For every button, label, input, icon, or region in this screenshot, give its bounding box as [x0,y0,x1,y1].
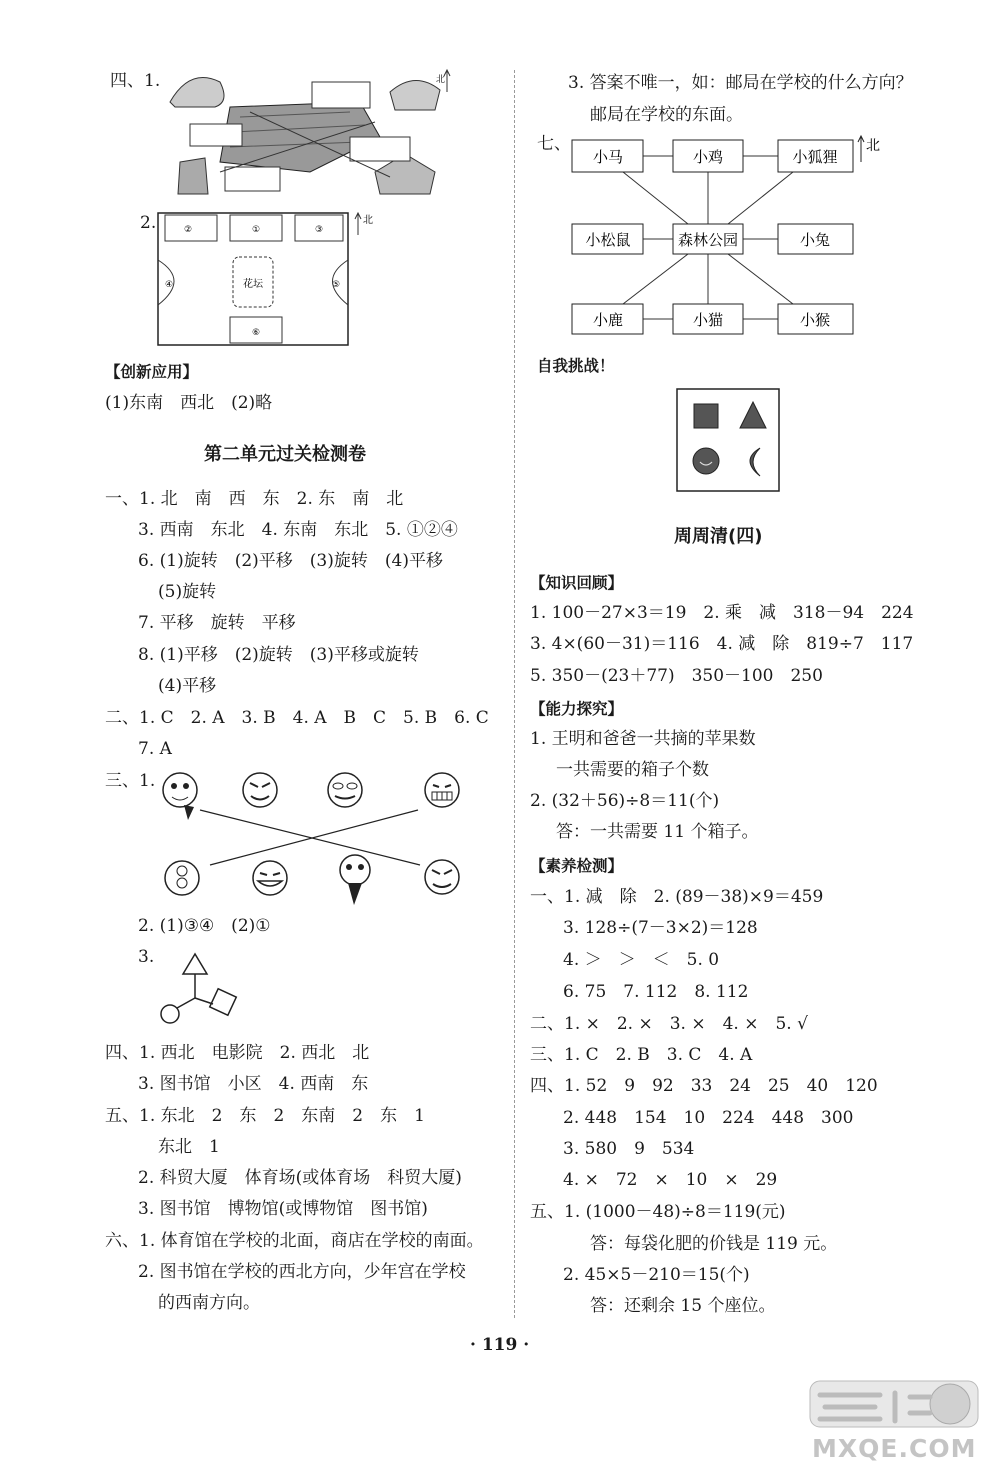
section-seven-label: 七、 [537,134,571,154]
shapes-diagram [155,950,265,1030]
answer-line: (4)平移 [158,676,217,696]
face-icon [425,773,459,807]
innovation-heading: 【创新应用】 [105,363,199,381]
face-icon [243,773,277,807]
svg-text:森林公园: 森林公园 [677,231,739,249]
answer-line: 三、1. C 2. B 3. C 4. A [530,1045,753,1065]
face-icon [165,861,199,895]
svg-text:③: ③ [314,225,324,235]
page-number: · 119 · [470,1335,530,1355]
svg-text:①: ① [251,225,261,235]
answer-line: 6. (1)旋转 (2)平移 (3)旋转 (4)平移 [138,551,443,571]
answer-line: 3. 西南 东北 4. 东南 东北 5. ①②④ [138,520,458,540]
svg-text:小兔: 小兔 [799,231,831,249]
answer-line: 3. 128÷(7－3×2)＝128 [563,918,758,938]
svg-text:花坛: 花坛 [243,279,263,290]
answer-line: 7. A [138,739,172,759]
answer-line: 四、1. 西北 电影院 2. 西北 北 [105,1043,370,1063]
answer-line: 邮局在学校的东面。 [590,105,743,125]
answer-line: 答：一共需要 11 个箱子。 [556,822,759,842]
face-icon [253,861,287,895]
svg-text:小鸡: 小鸡 [692,148,724,166]
weekly-test-title: 周周清(四) [674,526,763,547]
svg-text:小马: 小马 [592,148,624,166]
quality-heading: 【素养检测】 [530,857,624,875]
answer-line: 5. 350－(23＋77) 350－100 250 [530,666,823,686]
svg-text:小鹿: 小鹿 [592,311,624,329]
column-divider [514,70,515,1318]
answer-line: 1. 100－27×3＝19 2. 乘 减 318－94 224 [530,603,914,623]
answer-line: 8. (1)平移 (2)旋转 (3)平移或旋转 [138,645,419,665]
answer-line: 六、1. 体育馆在学校的北面，商店在学校的南面。 [105,1231,484,1251]
svg-text:⑤: ⑤ [331,280,341,290]
face-icon [425,860,459,894]
answer-line: 二、1. C 2. A 3. B 4. A B C 5. B 6. C [105,708,489,728]
answer-line: 1. 王明和爸爸一共摘的苹果数 [530,729,756,749]
svg-text:④: ④ [164,280,174,290]
innovation-answer: (1)东南 西北 (2)略 [105,393,273,413]
answer-line: (5)旋转 [158,582,217,602]
svg-text:小松鼠: 小松鼠 [585,231,631,249]
face-icon [163,773,197,820]
answer-line: 一、1. 减 除 2. (89－38)×9＝459 [530,887,824,907]
answer-line: 6. 75 7. 112 8. 112 [563,982,749,1002]
svg-text:北: 北 [436,75,446,85]
answer-line: 3. [138,947,155,967]
challenge-shapes-diagram [676,388,781,493]
svg-text:小猫: 小猫 [692,311,724,329]
unit-title: 第二单元过关检测卷 [204,444,366,465]
answer-line: 三、1. [105,771,156,791]
answer-line: 答：还剩余 15 个座位。 [590,1296,776,1316]
answer-line: 四、1. 52 9 92 33 24 25 40 120 [530,1076,878,1096]
svg-text:⑥: ⑥ [251,328,261,338]
answer-line: 2. (32＋56)÷8＝11(个) [530,791,720,811]
answer-line: 3. 580 9 534 [563,1139,695,1159]
smiley-icon [693,448,719,474]
answer-line: 4. × 72 × 10 × 29 [563,1170,778,1190]
answer-line: 2. 科贸大厦 体育场(或体育场 科贸大厦) [138,1168,462,1188]
answer-line: 3. 图书馆 小区 4. 西南 东 [138,1074,369,1094]
map-illustration [160,62,460,197]
svg-text:小猴: 小猴 [799,311,831,329]
answer-line: 3. 图书馆 博物馆(或博物馆 图书馆) [138,1199,428,1219]
tree-stump-icon [178,158,208,194]
svg-text:②: ② [183,225,193,235]
answer-line: 7. 平移 旋转 平移 [138,613,296,633]
answer-line: 东北 1 [158,1137,220,1157]
watermark-text: MXQE.COM [812,1434,977,1463]
answer-line: 3. 4×(60－31)＝116 4. 减 除 819÷7 117 [530,634,914,654]
answer-line: 一、1. 北 南 西 东 2. 东 南 北 [105,489,404,509]
house-icon [390,80,440,110]
square-icon [694,404,718,428]
answer-line: 2. (1)③④ (2)① [138,916,271,936]
face-icon [328,773,362,807]
self-challenge-heading: 自我挑战！ [537,357,615,375]
knowledge-heading: 【知识回顾】 [530,574,624,592]
svg-text:北: 北 [363,215,373,226]
answer-line: 2. 图书馆在学校的西北方向，少年宫在学校 [138,1262,466,1282]
svg-text:小狐狸: 小狐狸 [792,148,838,166]
answer-line: 2. 45×5－210＝15(个) [563,1265,750,1285]
answer-line: 2. 448 154 10 224 448 300 [563,1108,854,1128]
face-icon [340,855,370,905]
answer-line: 二、1. × 2. × 3. × 4. × 5. √ [530,1014,808,1034]
house-icon [170,78,224,108]
court-diagram [155,205,375,350]
answer-line: 答：每袋化肥的价钱是 119 元。 [590,1234,838,1254]
answer-line: 4. ＞ ＞ ＜ 5. 0 [563,950,720,970]
answer-line: 一共需要的箱子个数 [556,760,709,780]
answer-line: 五、1. 东北 2 东 2 东南 2 东 1 [105,1106,425,1126]
ability-heading: 【能力探究】 [530,700,624,718]
forest-park-diagram [568,132,888,347]
section-four-q2-label: 2. [140,213,157,233]
answer-line: 的西南方向。 [158,1293,260,1313]
answer-line: 五、1. (1000－48)÷8＝119(元) [530,1202,786,1222]
svg-text:北: 北 [866,138,880,154]
faces-matching-diagram [150,765,490,915]
answer-line: 3. 答案不唯一，如：邮局在学校的什么方向？ [568,73,913,93]
section-four-label: 四、1. [110,71,161,91]
